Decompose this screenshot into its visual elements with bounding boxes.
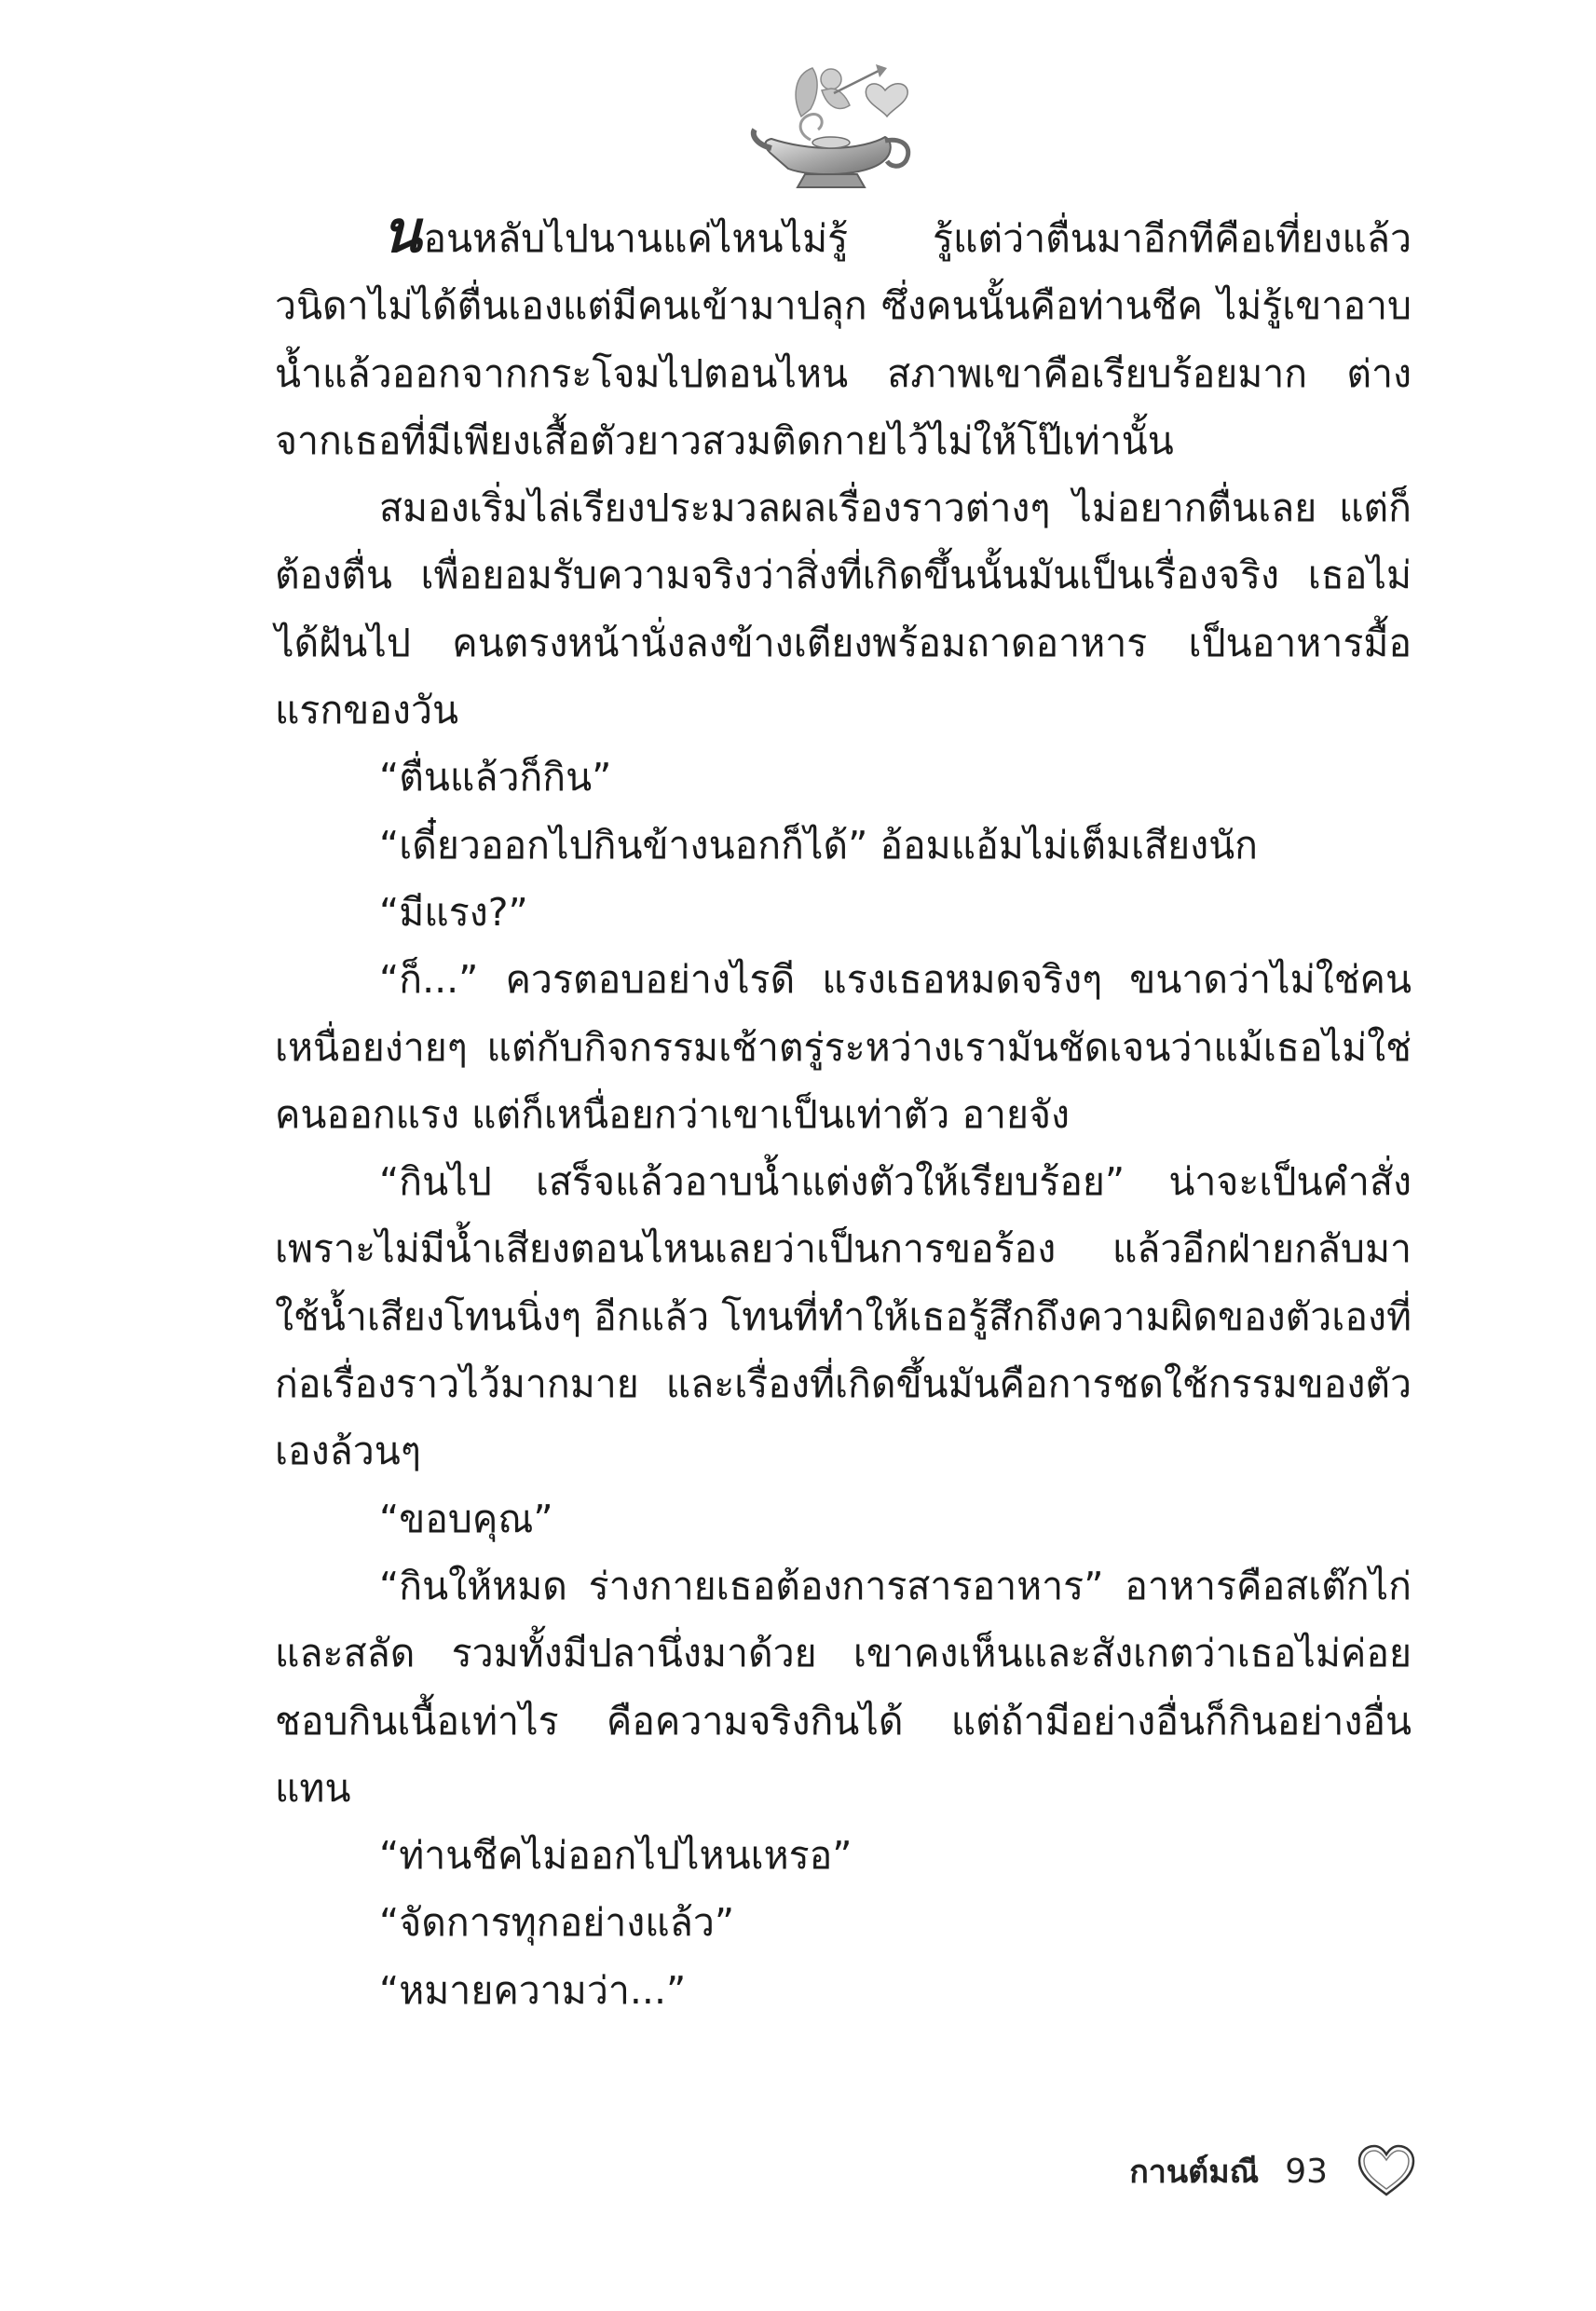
- paragraph-text: อนหลับไปนานแค่ไหนไม่รู้ รู้แต่ว่าตื่นมาอีกทีคือเที่ยงแล้ว วนิดาไม่ได้ตื่นเองแต่มีคนเข้ามาปลุก ซึ่งคนนั้นคือท่านชีค ไม่รู้เขาอาบน้ำแล้วออกจากกระโจมไปตอนไหน สภาพเขาคือเรียบร้อยมาก ต่างจากเธอที่มีเพียงเสื้อตัวยาวสวมติดกายไว้ไม่ให้โป๊เท่านั้น: [275, 216, 1412, 463]
- dialogue-line: “หมายความว่า...”: [379, 1967, 687, 2013]
- genie-lamp-cupid-icon: [745, 51, 922, 200]
- drop-cap: น: [382, 198, 422, 266]
- paragraph: “กินให้หมด ร่างกายเธอต้องการสารอาหาร” อาหารคือสเต๊กไก่และสลัด รวมทั้งมีปลานึ่งมาด้วย เขาคงเห็นและสังเกตว่าเธอไม่ค่อยชอบกินเนื้อเท่าไร คือความจริงกินได้ แต่ถ้ามีอย่างอื่นก็กินอย่างอื่นแทน: [275, 1563, 1412, 1811]
- dialogue-line: “ขอบคุณ”: [379, 1496, 553, 1541]
- chapter-body-text: [275, 198, 1412, 2024]
- paragraph: [275, 198, 1412, 474]
- paragraph: สมองเริ่มไล่เรียงประมวลผลเรื่องราวต่างๆ ไม่อยากตื่นเลย แต่ก็ต้องตื่น เพื่อยอมรับความจริงว่าสิ่งที่เกิดขึ้นนั้นมันเป็นเรื่องจริง เธอไม่ได้ฝันไป คนตรงหน้านั่งลงข้างเตียงพร้อมถาดอาหาร เป็นอาหารมื้อแรกของวัน: [275, 485, 1412, 733]
- book-title: กานต์มณี: [1129, 2154, 1260, 2191]
- dialogue-line: “จัดการทุกอย่างแล้ว”: [379, 1900, 735, 1946]
- dialogue-line: “มีแรง?”: [379, 889, 528, 935]
- dialogue-line: “ท่านชีคไม่ออกไปไหนเหรอ”: [379, 1833, 853, 1879]
- dialogue-line: “ตื่นแล้วก็กิน”: [379, 755, 612, 800]
- page-number: 93: [1285, 2152, 1328, 2191]
- dialogue-line: “เดี๋ยวออกไปกินข้างนอกก็ได้” อ้อมแอ้มไม่เต็มเสียงนัก: [379, 822, 1258, 868]
- page-footer: [1129, 2129, 1419, 2213]
- paragraph: “กินไป เสร็จแล้วอาบน้ำแต่งตัวให้เรียบร้อย” น่าจะเป็นคำสั่ง เพราะไม่มีน้ำเสียงตอนไหนเลยว่าเป็นการขอร้อง แล้วอีกฝ่ายกลับมาใช้น้ำเสียงโทนนิ่งๆ อีกแล้ว โทนที่ทำให้เธอรู้สึกถึงความผิดของตัวเองที่ก่อเรื่องราวไว้มากมาย และเรื่องที่เกิดขึ้นมันคือการชดใช้กรรมของตัวเองล้วนๆ: [275, 1159, 1412, 1474]
- paragraph: “ก็...” ควรตอบอย่างไรดี แรงเธอหมดจริงๆ ขนาดว่าไม่ใช่คนเหนื่อยง่ายๆ แต่กับกิจกรรมเช้าตรู่ระหว่างเรามันชัดเจนว่าแม้เธอไม่ใช่คนออกแรง แต่ก็เหนื่อยกว่าเขาเป็นเท่าตัว อายจัง: [275, 957, 1412, 1137]
- heart-outline-icon: [1354, 2142, 1419, 2200]
